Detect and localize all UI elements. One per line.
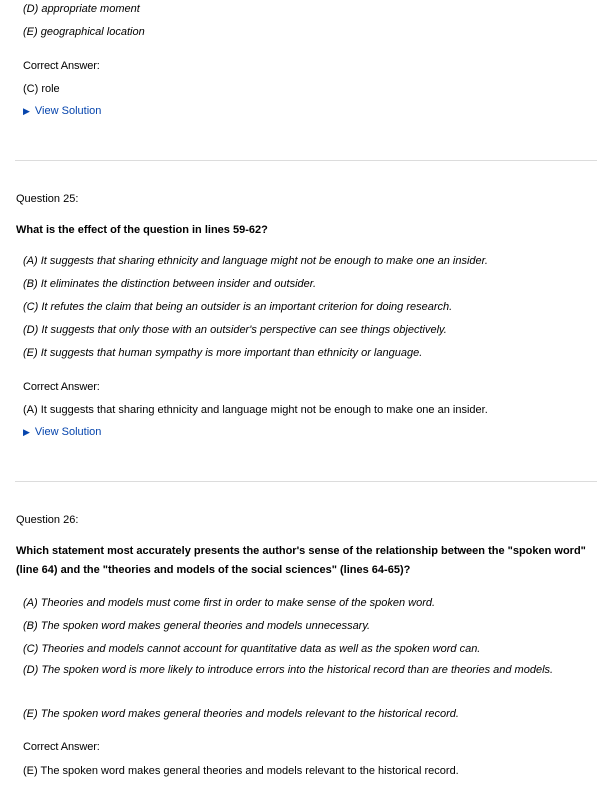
view-solution-label: View Solution (34, 426, 102, 438)
q26-option-d[interactable]: (D) The spoken word is more likely to introduce errors into the historical record than are theories and models. (23, 664, 554, 676)
q26-option-c[interactable]: (C) Theories and models cannot account for quantitative data as well as the spoken word can. (23, 643, 481, 655)
q26-option-a[interactable]: (A) Theories and models must come first in order to make sense of the spoken word. (23, 597, 436, 609)
question-25-text: What is the effect of the question in lines 59-62? (16, 224, 268, 236)
option-e: (E) geographical location (23, 26, 145, 38)
q26-correct-answer-value: (E) The spoken word makes general theories and models relevant to the historical record. (23, 765, 459, 777)
expand-triangle-icon: ▶ (23, 427, 30, 437)
q25-correct-answer-label: Correct Answer: (23, 381, 100, 393)
divider (15, 481, 597, 482)
question-25-heading: Question 25: (16, 193, 79, 205)
q25-view-solution-link[interactable] (23, 426, 101, 438)
correct-answer-label: Correct Answer: (23, 60, 100, 72)
expand-triangle-icon: ▶ (23, 106, 30, 116)
question-26-text: Which statement most accurately presents the author's sense of the relationship between the "spoken word" (line 64) and the "theories and models of the social sciences" (lines 64-65)? (16, 545, 586, 576)
q25-correct-answer-value: (A) It suggests that sharing ethnicity and language might not be enough to make one an insider. (23, 404, 488, 416)
q25-option-a[interactable]: (A) It suggests that sharing ethnicity and language might not be enough to make one an insider. (23, 255, 488, 267)
view-solution-link[interactable] (23, 105, 101, 117)
q26-option-b[interactable]: (B) The spoken word makes general theories and models unnecessary. (23, 620, 371, 632)
q25-option-e[interactable]: (E) It suggests that human sympathy is more important than ethnicity or language. (23, 347, 423, 359)
q26-correct-answer-label: Correct Answer: (23, 741, 100, 753)
q25-option-b[interactable]: (B) It eliminates the distinction between insider and outsider. (23, 278, 317, 290)
divider (15, 160, 597, 161)
correct-answer-value: (C) role (23, 83, 60, 95)
q26-option-e[interactable]: (E) The spoken word makes general theories and models relevant to the historical record. (23, 708, 459, 720)
q25-option-d[interactable]: (D) It suggests that only those with an outsider's perspective can see things objectively. (23, 324, 447, 336)
q25-option-c[interactable]: (C) It refutes the claim that being an outsider is an important criterion for doing research. (23, 301, 453, 313)
option-d: (D) appropriate moment (23, 3, 140, 15)
question-26-heading: Question 26: (16, 514, 79, 526)
view-solution-label: View Solution (34, 105, 102, 117)
